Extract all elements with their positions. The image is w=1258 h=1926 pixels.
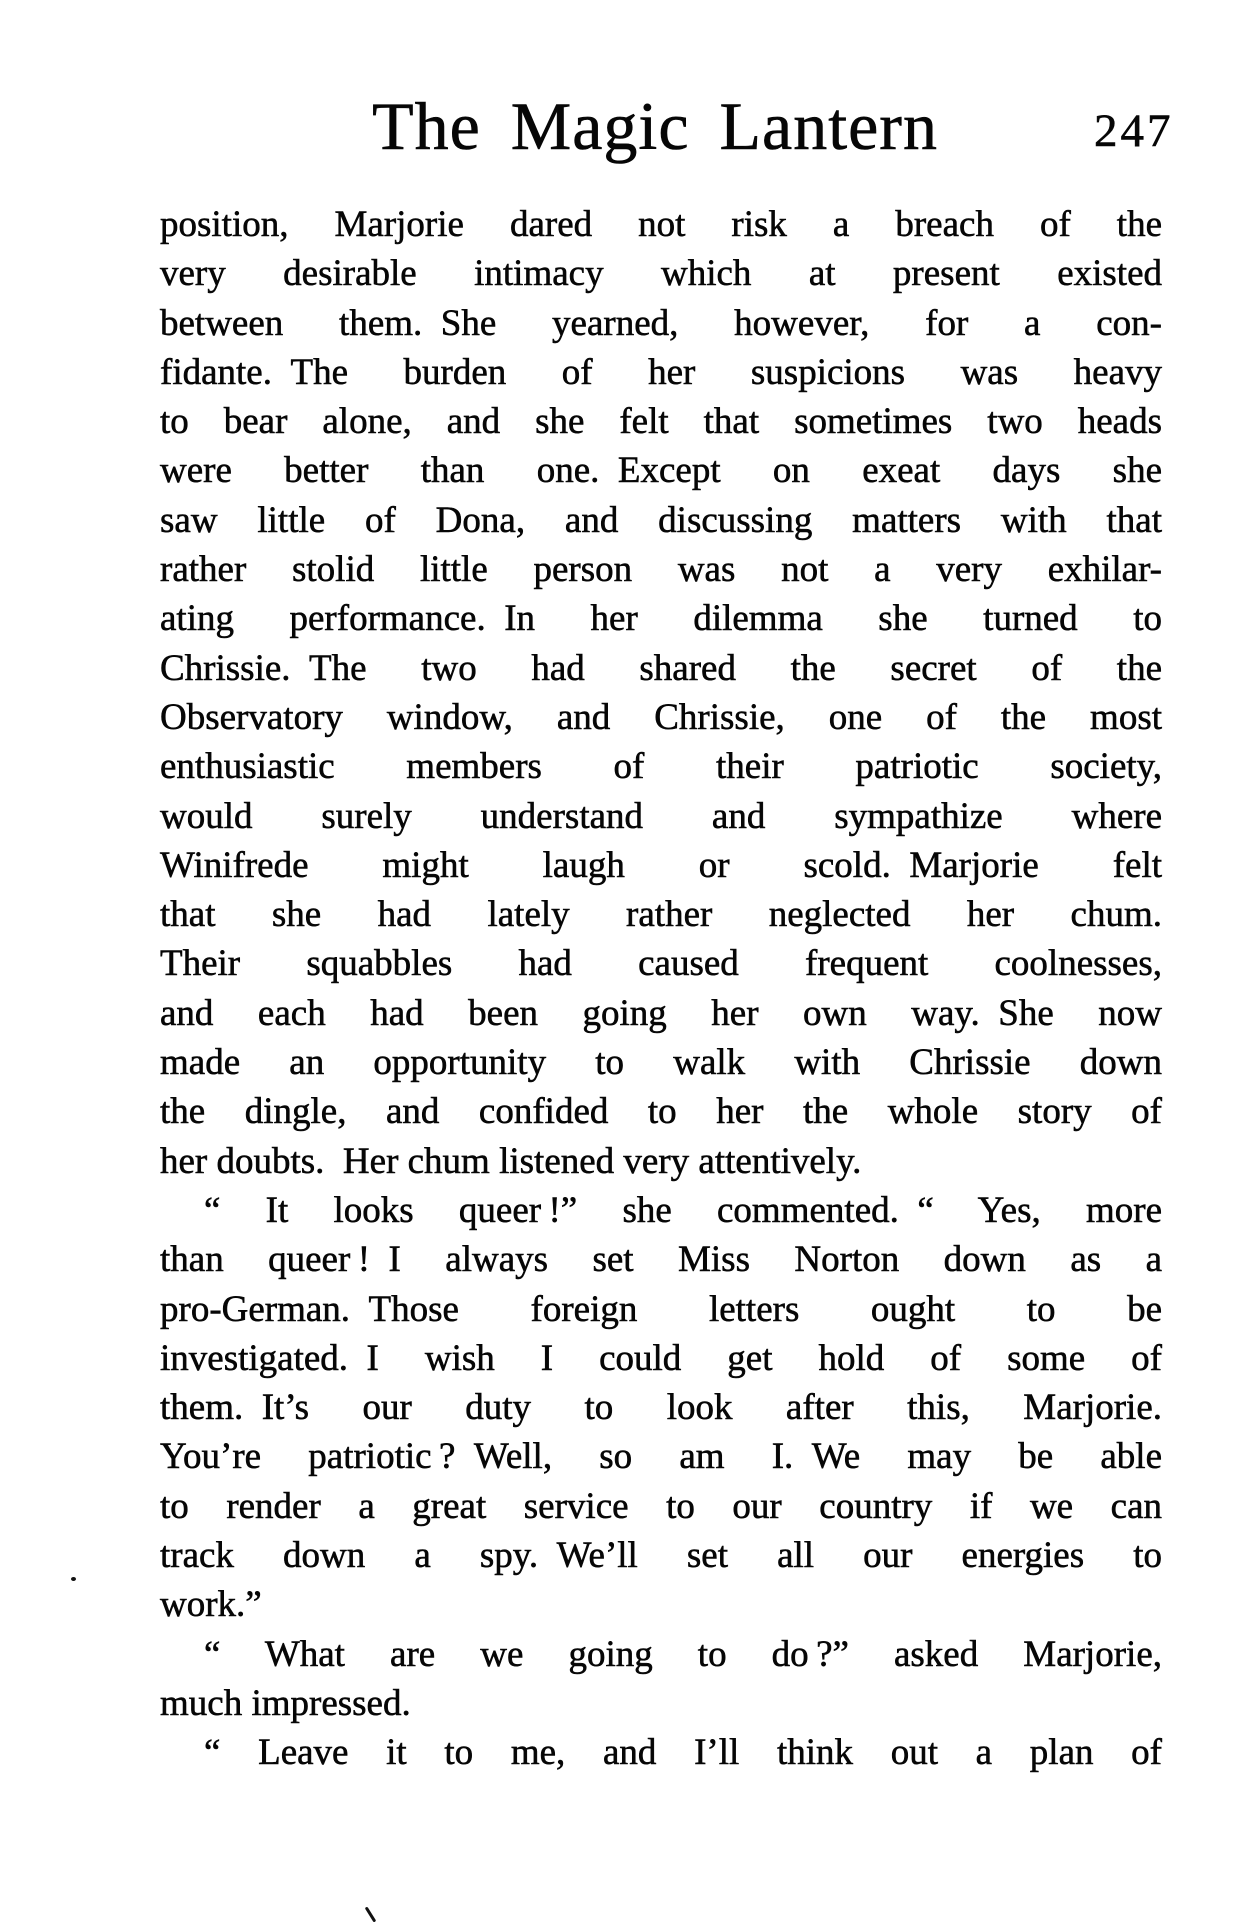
text-line: than queer ! I always set Miss Norton down as a bbox=[160, 1239, 1162, 1281]
text-line: made an opportunity to walk with Chrissie down bbox=[160, 1042, 1162, 1084]
text-line: “ What are we going to do ?” asked Marjorie, bbox=[204, 1633, 1162, 1675]
text-line: rather stolid little person was not a very exhilar- bbox=[160, 549, 1162, 591]
page-number: 247 bbox=[1094, 105, 1174, 157]
text-line: pro-German. Those foreign letters ought to be bbox=[160, 1288, 1162, 1330]
text-line: work.” bbox=[160, 1584, 262, 1626]
text-line: “ Leave it to me, and I’ll think out a plan of bbox=[204, 1732, 1162, 1774]
text-line: the dingle, and confided to her the whole story of bbox=[160, 1091, 1162, 1133]
scan-artifact-mark bbox=[365, 1906, 377, 1922]
text-line: them. It’s our duty to look after this, Marjorie. bbox=[160, 1387, 1162, 1429]
text-line: would surely understand and sympathize where bbox=[160, 795, 1162, 837]
text-line: very desirable intimacy which at present existed bbox=[160, 253, 1162, 295]
text-line: to bear alone, and she felt that sometimes two heads bbox=[160, 401, 1162, 443]
text-line: position, Marjorie dared not risk a breach of the bbox=[160, 204, 1162, 245]
text-line: between them. She yearned, however, for a con- bbox=[160, 302, 1162, 344]
scan-speck bbox=[71, 1577, 76, 1581]
text-line: You’re patriotic ? Well, so am I. We may be able bbox=[160, 1436, 1162, 1478]
page-header bbox=[0, 0, 1258, 180]
text-line: Winifrede might laugh or scold. Marjorie felt bbox=[160, 844, 1162, 886]
text-line: track down a spy. We’ll set all our energies to bbox=[160, 1535, 1162, 1577]
text-line: that she had lately rather neglected her chum. bbox=[160, 894, 1162, 936]
text-line: enthusiastic members of their patriotic society, bbox=[160, 746, 1162, 788]
text-block bbox=[160, 200, 1162, 1778]
text-line: were better than one. Except on exeat days she bbox=[160, 450, 1162, 492]
text-line: and each had been going her own way. She now bbox=[160, 992, 1162, 1034]
text-line: much impressed. bbox=[160, 1682, 411, 1724]
page-title: The Magic Lantern bbox=[372, 88, 938, 164]
text-line: ating performance. In her dilemma she turned to bbox=[160, 598, 1162, 640]
text-line: Observatory window, and Chrissie, one of the most bbox=[160, 696, 1162, 738]
text-line: “ It looks queer !” she commented. “ Yes, more bbox=[204, 1189, 1162, 1231]
text-line: Chrissie. The two had shared the secret of the bbox=[160, 647, 1162, 689]
text-line: investigated. I wish I could get hold of some of bbox=[160, 1337, 1162, 1379]
text-line: fidante. The burden of her suspicions was heavy bbox=[160, 351, 1162, 393]
text-line: her doubts. Her chum listened very attentively. bbox=[160, 1140, 862, 1182]
text-line: Their squabbles had caused frequent coolnesses, bbox=[160, 943, 1162, 985]
text-line: saw little of Dona, and discussing matters with that bbox=[160, 499, 1162, 541]
text-line: to render a great service to our country if we can bbox=[160, 1485, 1162, 1527]
